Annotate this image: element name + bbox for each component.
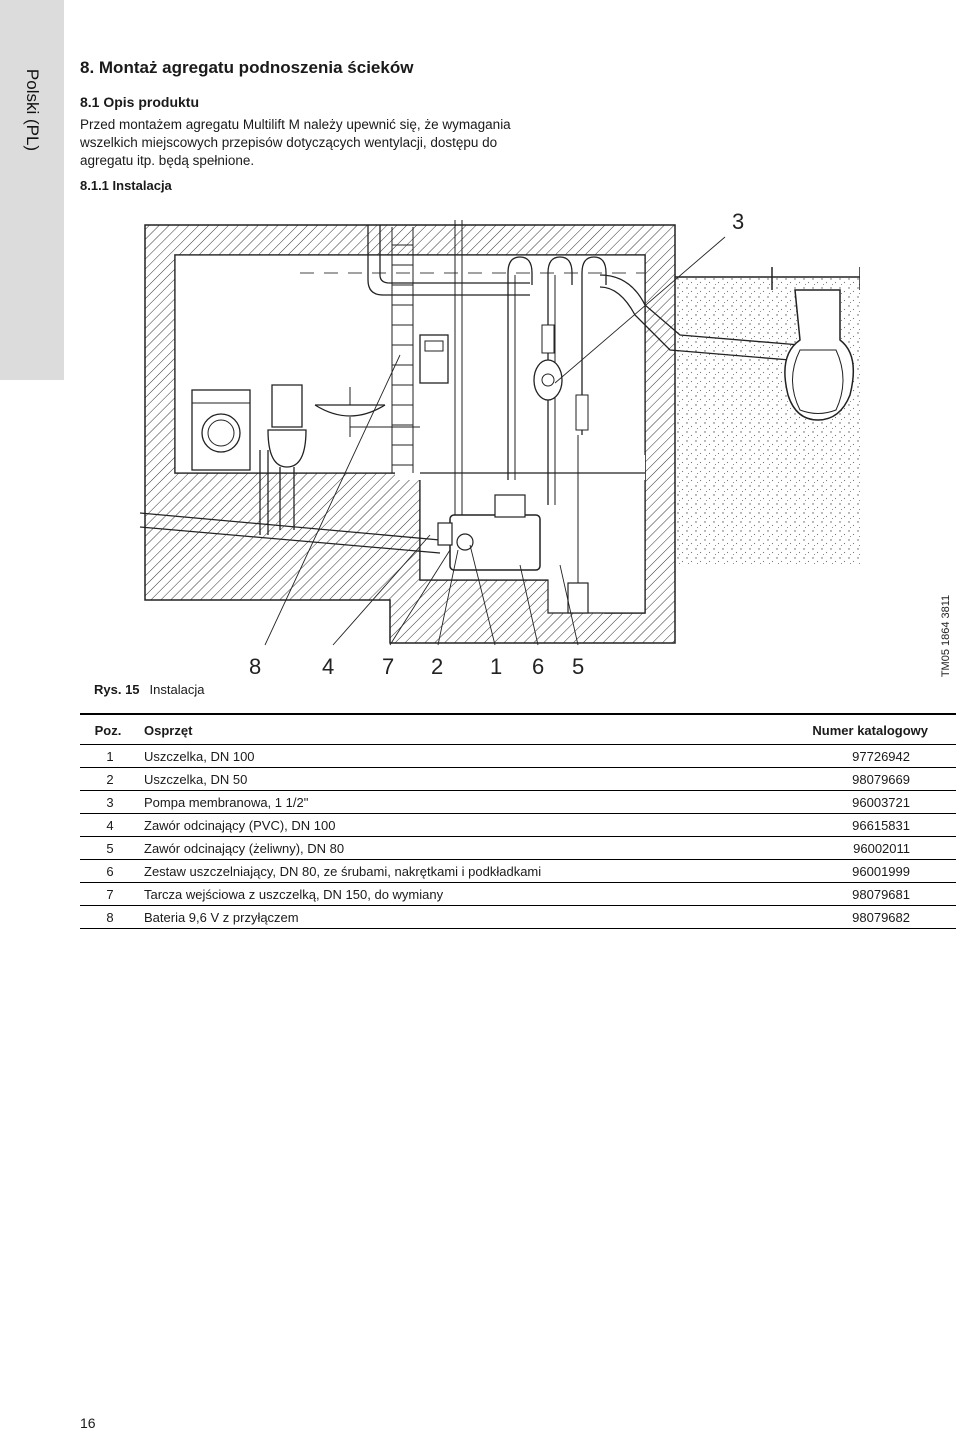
section-title: 8. Montaż agregatu podnoszenia ścieków (80, 58, 414, 77)
table-row (80, 791, 956, 814)
row-pos: 5 (80, 837, 140, 860)
row-catalog: 98079682 (738, 906, 956, 929)
installation-heading: 8.1.1 Instalacja (80, 178, 172, 193)
callout-7: 7 (382, 654, 395, 679)
row-catalog: 98079681 (738, 883, 956, 906)
row-pos: 3 (80, 791, 140, 814)
figure-code: TM05 1864 3811 (940, 594, 952, 678)
figure-caption (94, 682, 204, 697)
header-catalog: Numer katalogowy (812, 723, 928, 738)
row-pos: 8 (80, 906, 140, 929)
table-row (80, 883, 956, 906)
callout-4: 4 (322, 654, 335, 679)
row-pos: 1 (80, 745, 140, 768)
header-item: Osprzęt (144, 723, 193, 738)
language-tab-label: Polski (PL) (23, 68, 42, 152)
language-tab (0, 0, 64, 380)
callout-8: 8 (249, 654, 262, 679)
header-pos: Poz. (94, 723, 122, 738)
table-row (80, 768, 956, 791)
accessories-table (80, 713, 956, 929)
row-item: Zawór odcinający (żeliwny), DN 80 (140, 837, 738, 860)
row-pos: 7 (80, 883, 140, 906)
row-catalog: 96002011 (738, 837, 956, 860)
page-number: 16 (80, 1415, 96, 1431)
callout-3: 3 (732, 209, 745, 234)
installation-figure (100, 205, 860, 695)
callout-6: 6 (532, 654, 545, 679)
row-catalog: 97726942 (738, 745, 956, 768)
table-row (80, 814, 956, 837)
row-item: Tarcza wejściowa z uszczelką, DN 150, do wymiany (140, 883, 738, 906)
installation-drawing (100, 205, 860, 695)
table-row (80, 837, 956, 860)
intro-paragraph: Przed montażem agregatu Multilift M należy upewnić się, że wymagania wszelkich miejscowych przepisów dotyczących wentylacji, dostępu do agregatu itp. będą spełnione. (80, 117, 511, 168)
row-pos: 2 (80, 768, 140, 791)
row-item: Zestaw uszczelniający, DN 80, ze śrubami, nakrętkami i podkładkami (140, 860, 738, 883)
row-catalog: 96001999 (738, 860, 956, 883)
caption-number: Rys. 15 (94, 682, 140, 697)
row-catalog: 98079669 (738, 768, 956, 791)
subsection-title: 8.1 Opis produktu (80, 94, 200, 110)
table-row (80, 906, 956, 929)
row-item: Bateria 9,6 V z przyłączem (140, 906, 738, 929)
row-item: Pompa membranowa, 1 1/2" (140, 791, 738, 814)
row-item: Uszczelka, DN 50 (140, 768, 738, 791)
row-pos: 6 (80, 860, 140, 883)
row-item: Uszczelka, DN 100 (140, 745, 738, 768)
callout-1: 1 (490, 654, 503, 679)
caption-text: Instalacja (149, 682, 205, 697)
row-catalog: 96003721 (738, 791, 956, 814)
row-catalog: 96615831 (738, 814, 956, 837)
table-row (80, 860, 956, 883)
table-header-row (80, 714, 956, 745)
table-row (80, 745, 956, 768)
row-pos: 4 (80, 814, 140, 837)
callout-2: 2 (431, 654, 444, 679)
row-item: Zawór odcinający (PVC), DN 100 (140, 814, 738, 837)
callout-5: 5 (572, 654, 585, 679)
